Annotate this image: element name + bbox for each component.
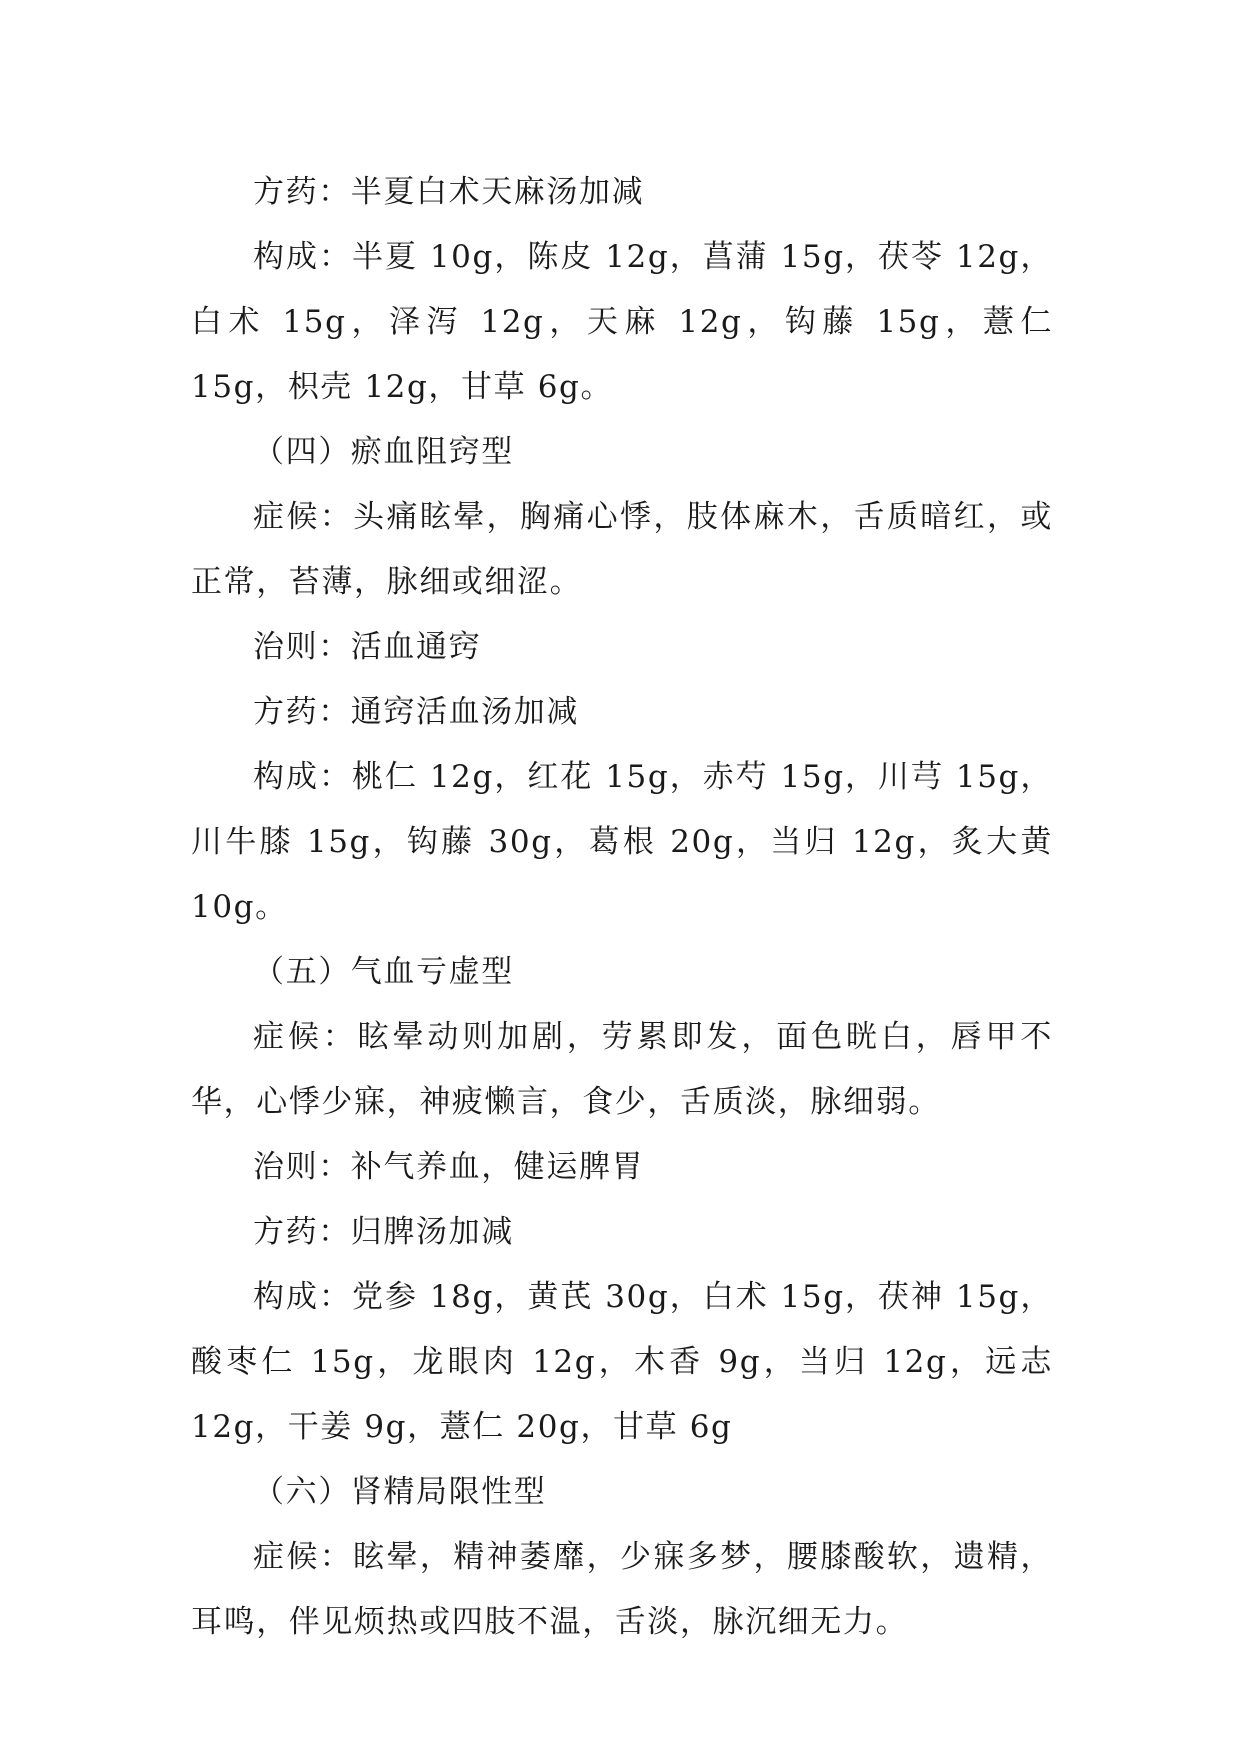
paragraph-prescription-5: 方药：归脾汤加减 [253, 1214, 514, 1250]
paragraph-prescription-4: 方药：通窍活血汤加减 [253, 694, 579, 730]
section-heading-4: （四）瘀血阻窍型 [253, 434, 514, 470]
document-body [191, 160, 1053, 1655]
paragraph-prescription-1: 方药：半夏白术天麻汤加减 [253, 174, 645, 210]
section-heading-6: （六）肾精局限性型 [253, 1474, 547, 1510]
paragraph-composition-5: 构成：党参 18g，黄芪 30g，白术 15g，茯神 15g，酸枣仁 15g，龙眼肉 12g，木香 9g，当归 12g，远志 12g，干姜 9g，薏仁 20g，甘草 6g [191, 1279, 1053, 1445]
paragraph-treatment-4: 治则：活血通窍 [253, 629, 482, 665]
paragraph-composition-4: 构成：桃仁 12g，红花 15g，赤芍 15g，川芎 15g，川牛膝 15g，钩藤 30g，葛根 20g，当归 12g，炙大黄 10g。 [191, 759, 1053, 925]
paragraph-composition-1: 构成：半夏 10g，陈皮 12g，菖蒲 15g，茯苓 12g，白术 15g，泽泻 12g，天麻 12g，钩藤 15g，薏仁 15g，枳壳 12g，甘草 6g。 [191, 239, 1053, 405]
paragraph-symptoms-5: 症候：眩晕动则加剧，劳累即发，面色晄白，唇甲不华，心悸少寐，神疲懒言，食少，舌质淡，脉细弱。 [191, 1019, 1053, 1120]
paragraph-symptoms-4: 症候：头痛眩晕，胸痛心悸，肢体麻木，舌质暗红，或正常，苔薄，脉细或细涩。 [191, 499, 1053, 600]
paragraph-treatment-5: 治则：补气养血，健运脾胃 [253, 1149, 645, 1185]
section-heading-5: （五）气血亏虚型 [253, 954, 514, 990]
paragraph-symptoms-6: 症候：眩晕，精神萎靡，少寐多梦，腰膝酸软，遗精，耳鸣，伴见烦热或四肢不温，舌淡，脉沉细无力。 [191, 1539, 1053, 1640]
